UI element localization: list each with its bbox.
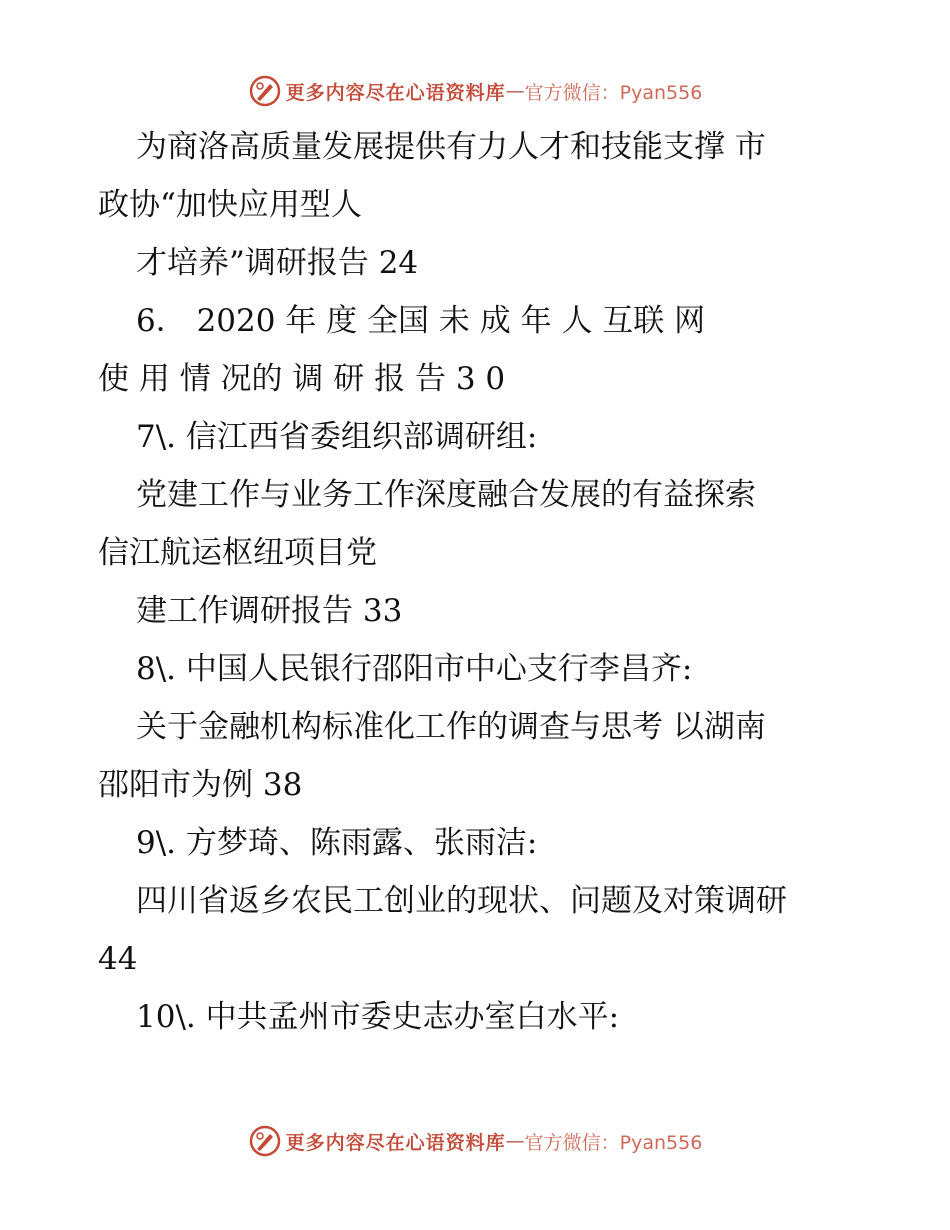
watermark-separator: — bbox=[505, 80, 525, 102]
text-line-14: 四川省返乡农民工创业的现状、问题及对策调研 bbox=[136, 883, 787, 919]
watermark-wechat-text: 官方微信：Pyan556 bbox=[524, 1131, 703, 1154]
text-line-4: 6． 2020 年 度 全国 未 成 年 人 互联 网 bbox=[136, 303, 706, 339]
document-body bbox=[98, 118, 858, 1046]
text-line-5: 使 用 情 况的 调 研 报 告 3 0 bbox=[98, 361, 506, 397]
text-line-11: 关于金融机构标准化工作的调查与思考 以湖南 bbox=[136, 709, 766, 745]
watermark-separator: — bbox=[505, 1130, 525, 1152]
watermark-main-text: 更多内容尽在心语资料库 bbox=[285, 1131, 506, 1154]
text-line-7: 党建工作与业务工作深度融合发展的有益探索 bbox=[136, 477, 756, 513]
text-line-13: 9\. 方梦琦、陈雨露、张雨洁: bbox=[136, 825, 538, 861]
pen-logo-icon bbox=[248, 74, 282, 108]
text-line-9: 建工作调研报告 33 bbox=[136, 593, 403, 629]
text-line-12: 邵阳市为例 38 bbox=[98, 767, 303, 803]
text-line-6: 7\. 信江西省委组织部调研组: bbox=[136, 419, 538, 455]
header-watermark bbox=[0, 74, 950, 108]
text-line-15: 44 bbox=[98, 941, 138, 977]
footer-watermark bbox=[0, 1124, 950, 1158]
pen-logo-icon bbox=[248, 1124, 282, 1158]
text-line-10: 8\. 中国人民银行邵阳市中心支行李昌齐: bbox=[136, 651, 693, 687]
text-line-8: 信江航运枢纽项目党 bbox=[98, 535, 377, 571]
watermark-main-text: 更多内容尽在心语资料库 bbox=[285, 81, 506, 104]
text-line-2: 政协“加快应用型人 bbox=[98, 187, 362, 223]
text-line-1: 为商洛高质量发展提供有力人才和技能支撑 市 bbox=[136, 129, 766, 165]
watermark-wechat-text: 官方微信：Pyan556 bbox=[524, 81, 703, 104]
text-line-3: 才培养”调研报告 24 bbox=[136, 245, 419, 281]
text-line-16: 10\. 中共孟州市委史志办室白水平: bbox=[136, 999, 620, 1035]
